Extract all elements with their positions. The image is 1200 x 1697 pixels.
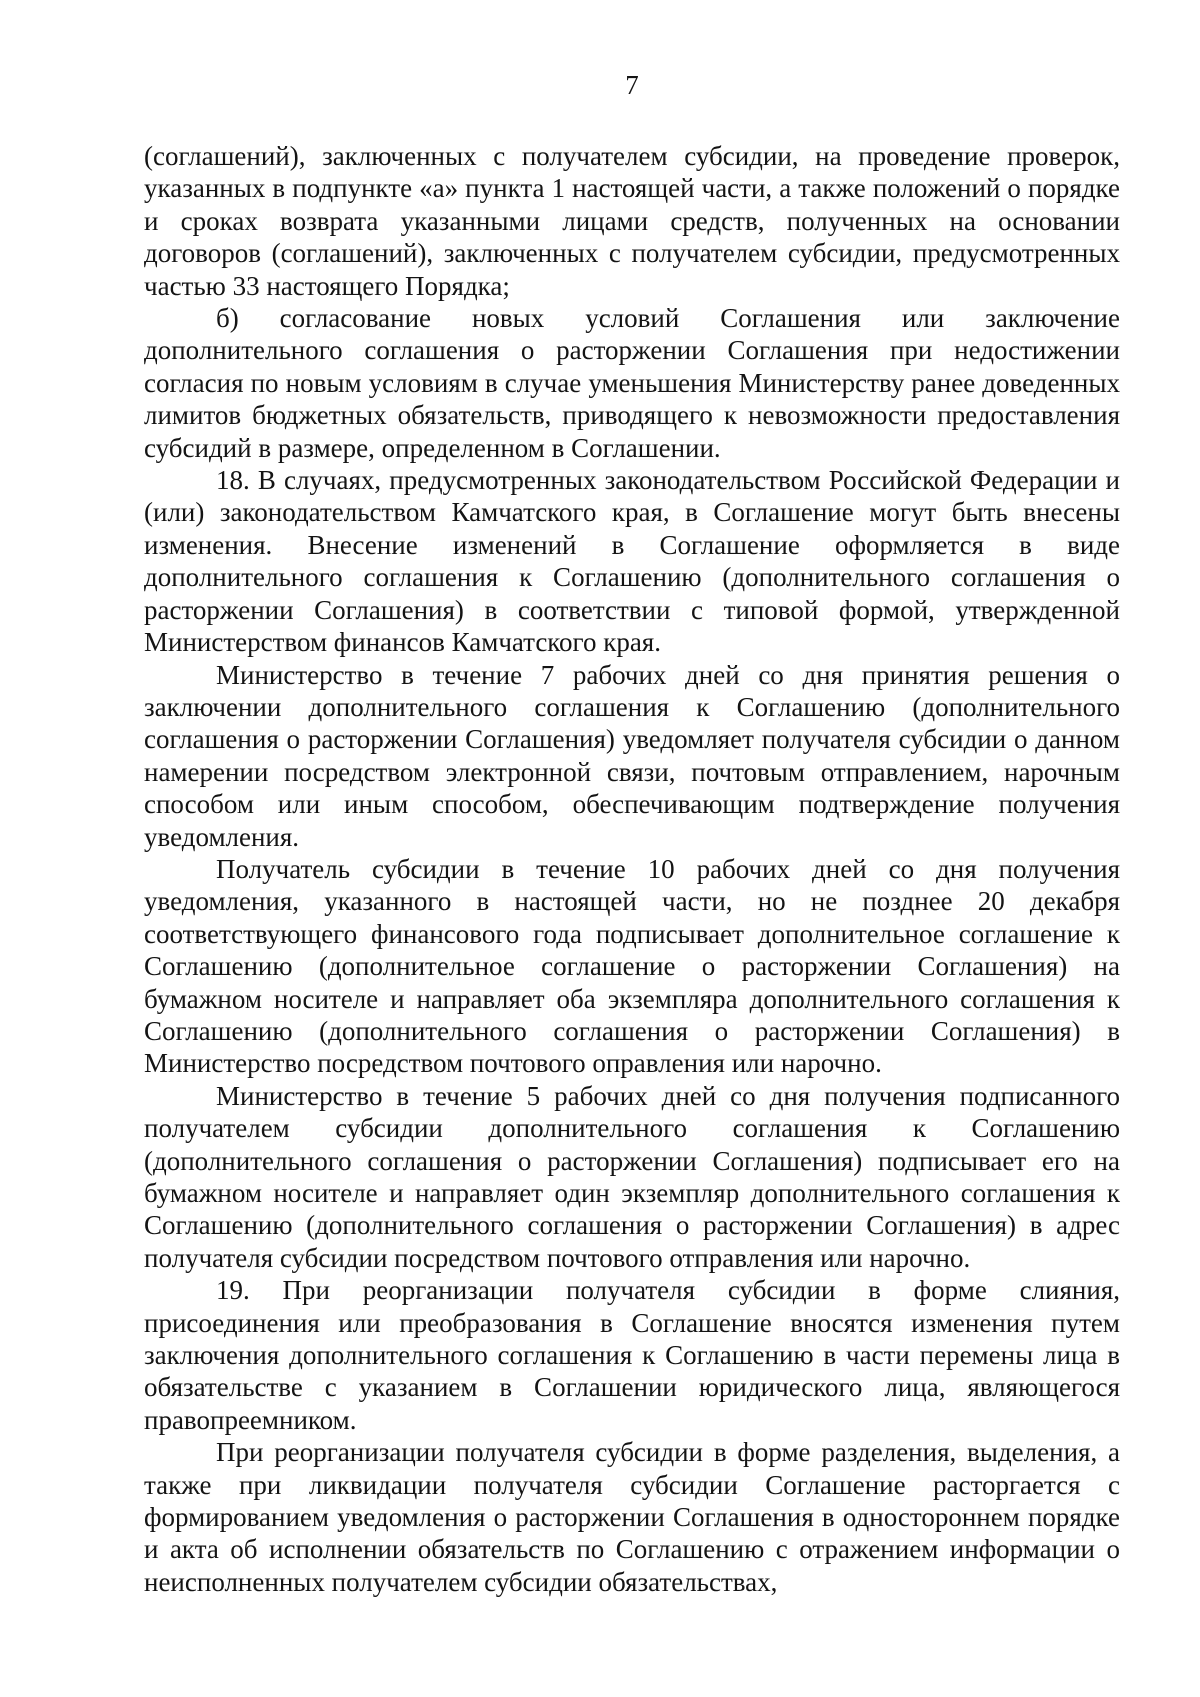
paragraph-ministry-signing: Министерство в течение 5 рабочих дней со дня получения подписанного получателем субсидии дополнительного соглашения к Соглашению (дополнительного соглашения о расторжении Соглашения) подписывает его на бумажном носителе и направляет один экземпляр дополнительного соглашения к Соглашению (дополнительного соглашения о расторжении Соглашения) в адрес получателя субсидии посредством почтового отправления или нарочно.	[144, 1080, 1120, 1273]
paragraph-item-19: 19. При реорганизации получателя субсидии в форме слияния, присоединения или преобразования в Соглашение вносятся изменения путем заключения дополнительного соглашения к Соглашению в части перемены лица в обязательстве с указанием в Соглашении юридического лица, являющегося правопреемником.	[144, 1275, 1120, 1435]
page-number: 7	[625, 70, 639, 100]
paragraph-item-18: 18. В случаях, предусмотренных законодательством Российской Федерации и (или) законодательством Камчатского края, в Соглашение могут быть внесены изменения. Внесение изменений в Соглашение оформляется в виде дополнительного соглашения к Соглашению (дополнительного соглашения о расторжении Соглашения) в соответствии с типовой формой, утвержденной Министерством финансов Камчатского края.	[144, 465, 1120, 658]
paragraph-continuation: (соглашений), заключенных с получателем субсидии, на проведение проверок, указанных в подпункте «а» пункта 1 настоящей части, а также положений о порядке и сроках возврата указанными лицами средств, полученных на основании договоров (соглашений), заключенных с получателем субсидии, предусмотренных частью 33 настоящего Порядка;	[144, 141, 1120, 301]
paragraph-subitem-b: б) согласование новых условий Соглашения или заключение дополнительного соглашения о расторжении Соглашения при недостижении согласия по новым условиям в случае уменьшения Министерству ранее доведенных лимитов бюджетных обязательств, приводящего к невозможности предоставления субсидий в размере, определенном в Соглашении.	[144, 303, 1120, 463]
paragraph-reorganization: При реорганизации получателя субсидии в форме разделения, выделения, а также при ликвидации получателя субсидии Соглашение расторгается с формированием уведомления о расторжении Соглашения в одностороннем порядке и акта об исполнении обязательств по Соглашению с отражением информации о неисполненных получателем субсидии обязательствах,	[144, 1437, 1120, 1597]
paragraph-recipient-signing: Получатель субсидии в течение 10 рабочих дней со дня получения уведомления, указанного в настоящей части, но не позднее 20 декабря соответствующего финансового года подписывает дополнительное соглашение к Соглашению (дополнительное соглашение о расторжении Соглашения) на бумажном носителе и направляет оба экземпляра дополнительного соглашения к Соглашению (дополнительного соглашения о расторжении Соглашения) в Министерство посредством почтового оправления или нарочно.	[144, 853, 1120, 1079]
paragraph-ministry-notice: Министерство в течение 7 рабочих дней со дня принятия решения о заключении дополнительного соглашения к Соглашению (дополнительного соглашения о расторжении Соглашения) уведомляет получателя субсидии о данном намерении посредством электронной связи, почтовым отправлением, нарочным способом или иным способом, обеспечивающим подтверждение получения уведомления.	[144, 659, 1120, 852]
document-body	[144, 140, 1120, 1598]
